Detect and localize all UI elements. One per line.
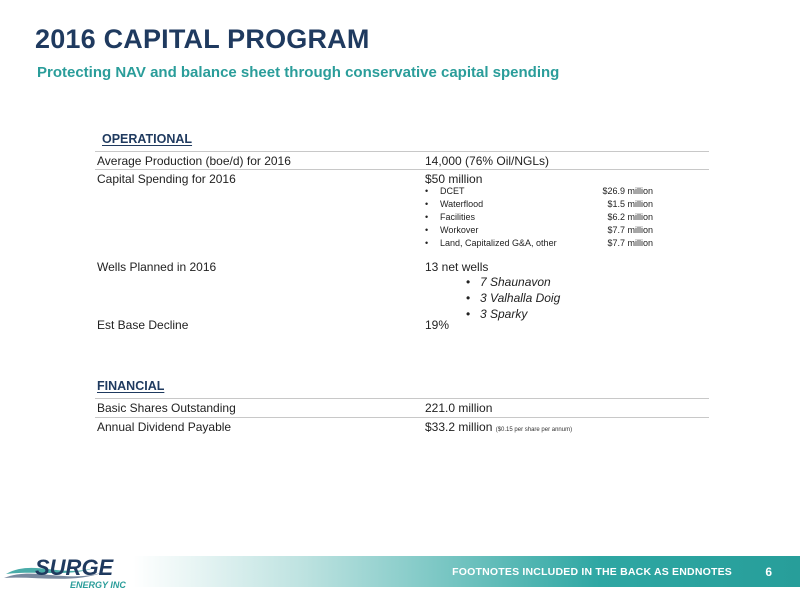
- surge-energy-logo: [4, 548, 132, 594]
- list-item: [425, 185, 653, 197]
- list-item: [466, 274, 560, 290]
- bullet-icon: •: [466, 275, 471, 289]
- shares-label: Basic Shares Outstanding: [97, 401, 236, 415]
- list-item: [425, 237, 653, 249]
- capital-item-name: Workover: [440, 225, 479, 235]
- dividend-value: $33.2 million: [425, 420, 493, 434]
- list-item: [466, 290, 560, 306]
- capital-breakdown-list: [425, 185, 653, 250]
- capital-label: Capital Spending for 2016: [97, 172, 236, 186]
- shares-value: 221.0 million: [425, 401, 493, 415]
- capital-item-amount: $1.5 million: [607, 199, 653, 209]
- operational-heading: OPERATIONAL: [102, 132, 193, 146]
- footer-note: FOOTNOTES INCLUDED IN THE BACK AS ENDNOTES: [452, 566, 732, 578]
- production-divider: [95, 169, 709, 170]
- list-item: [425, 198, 653, 210]
- dividend-value-wrap: [425, 420, 572, 434]
- page-title: 2016 CAPITAL PROGRAM: [35, 24, 370, 54]
- dividend-note: ($0.15 per share per annum): [495, 427, 573, 433]
- wells-label: Wells Planned in 2016: [97, 260, 217, 274]
- list-item: [425, 224, 653, 236]
- bullet-icon: •: [425, 225, 429, 235]
- capital-item-name: Facilities: [440, 212, 476, 222]
- bullet-icon: •: [466, 307, 471, 321]
- capital-item-amount: $6.2 million: [607, 212, 653, 222]
- well-item: 7 Shaunavon: [480, 275, 551, 289]
- list-item: [466, 306, 560, 322]
- capital-value: $50 million: [425, 172, 483, 186]
- svg-text:SURGE: SURGE: [35, 555, 114, 580]
- capital-item-name: Land, Capitalized G&A, other: [440, 238, 557, 248]
- page-number: 6: [765, 565, 772, 579]
- dividend-label: Annual Dividend Payable: [97, 420, 232, 434]
- bullet-icon: •: [425, 199, 429, 209]
- decline-label: Est Base Decline: [97, 318, 189, 332]
- page-subtitle: Protecting NAV and balance sheet through conservative capital spending: [37, 64, 560, 81]
- capital-item-name: DCET: [440, 186, 465, 196]
- operational-divider: [95, 151, 709, 152]
- bullet-icon: •: [466, 291, 471, 305]
- wells-value: 13 net wells: [425, 260, 489, 274]
- production-label: Average Production (boe/d) for 2016: [97, 154, 291, 168]
- capital-item-name: Waterflood: [440, 199, 484, 209]
- shares-divider: [95, 417, 709, 418]
- bullet-icon: •: [425, 186, 429, 196]
- svg-text:ENERGY INC: ENERGY INC: [70, 580, 126, 590]
- wells-list: [466, 274, 560, 322]
- capital-item-amount: $7.7 million: [607, 225, 653, 235]
- capital-item-amount: $7.7 million: [607, 238, 653, 248]
- well-item: 3 Valhalla Doig: [480, 291, 561, 305]
- financial-heading: FINANCIAL: [97, 379, 165, 393]
- bullet-icon: •: [425, 212, 429, 222]
- bullet-icon: •: [425, 238, 429, 248]
- financial-divider: [95, 398, 709, 399]
- footer-bar: [133, 556, 800, 587]
- production-value: 14,000 (76% Oil/NGLs): [425, 154, 550, 168]
- decline-value: 19%: [425, 318, 450, 332]
- list-item: [425, 211, 653, 223]
- capital-item-amount: $26.9 million: [602, 186, 653, 196]
- well-item: 3 Sparky: [480, 307, 528, 321]
